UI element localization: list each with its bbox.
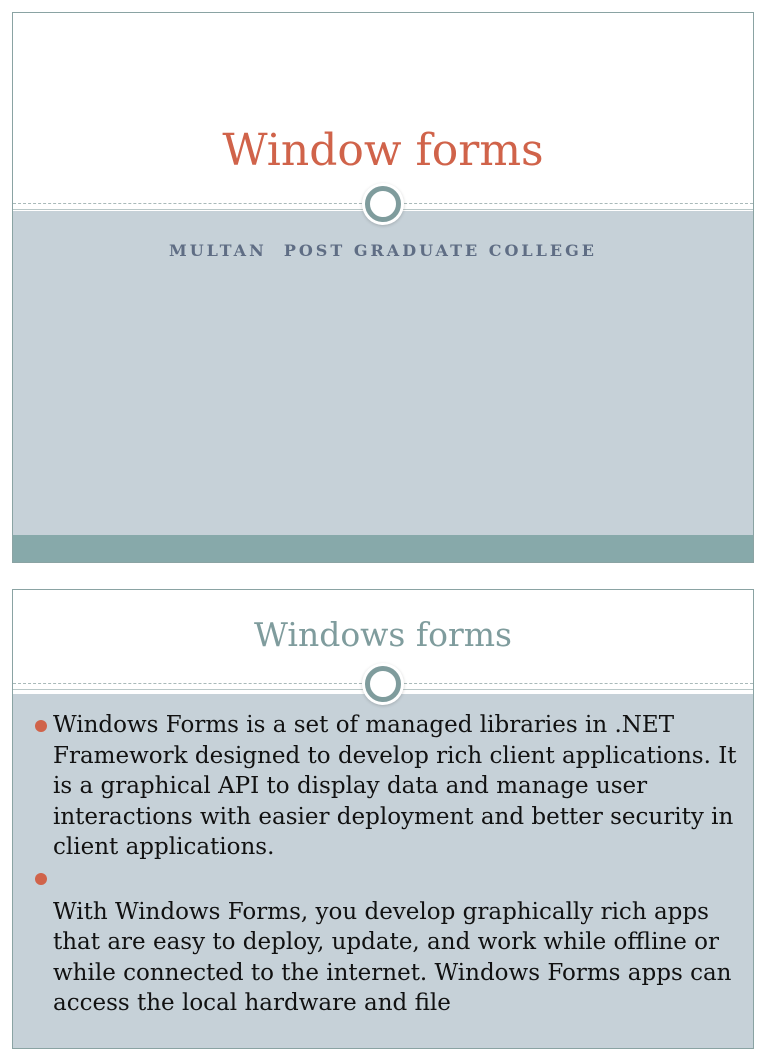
list-item xyxy=(35,710,739,863)
slide-title: Window forms xyxy=(222,125,544,176)
bullet-dot-icon xyxy=(35,873,47,885)
bullet-text: Windows Forms is a set of managed libraries in .NET Framework designed to develop rich client applications. It is a graphical API to display data and manage user interactions with easier deployment and better security in client applications. xyxy=(53,712,737,860)
bullet-text: With Windows Forms, you develop graphically rich apps that are easy to deploy, update, and work while offline or while connected to the internet. Windows Forms apps can access the local hardware and file xyxy=(53,898,732,1016)
title-slide xyxy=(12,12,754,563)
footer-bar xyxy=(13,535,753,562)
circle-ornament-icon xyxy=(365,666,401,702)
bullet-list xyxy=(35,710,739,1019)
bullet-dot-icon xyxy=(35,720,47,732)
content-slide xyxy=(12,589,754,1049)
slide-subtitle: MULTAN POST GRADUATE COLLEGE xyxy=(169,241,597,260)
circle-ornament-icon xyxy=(365,186,401,222)
list-item xyxy=(35,863,739,1019)
slide-title: Windows forms xyxy=(254,615,512,654)
